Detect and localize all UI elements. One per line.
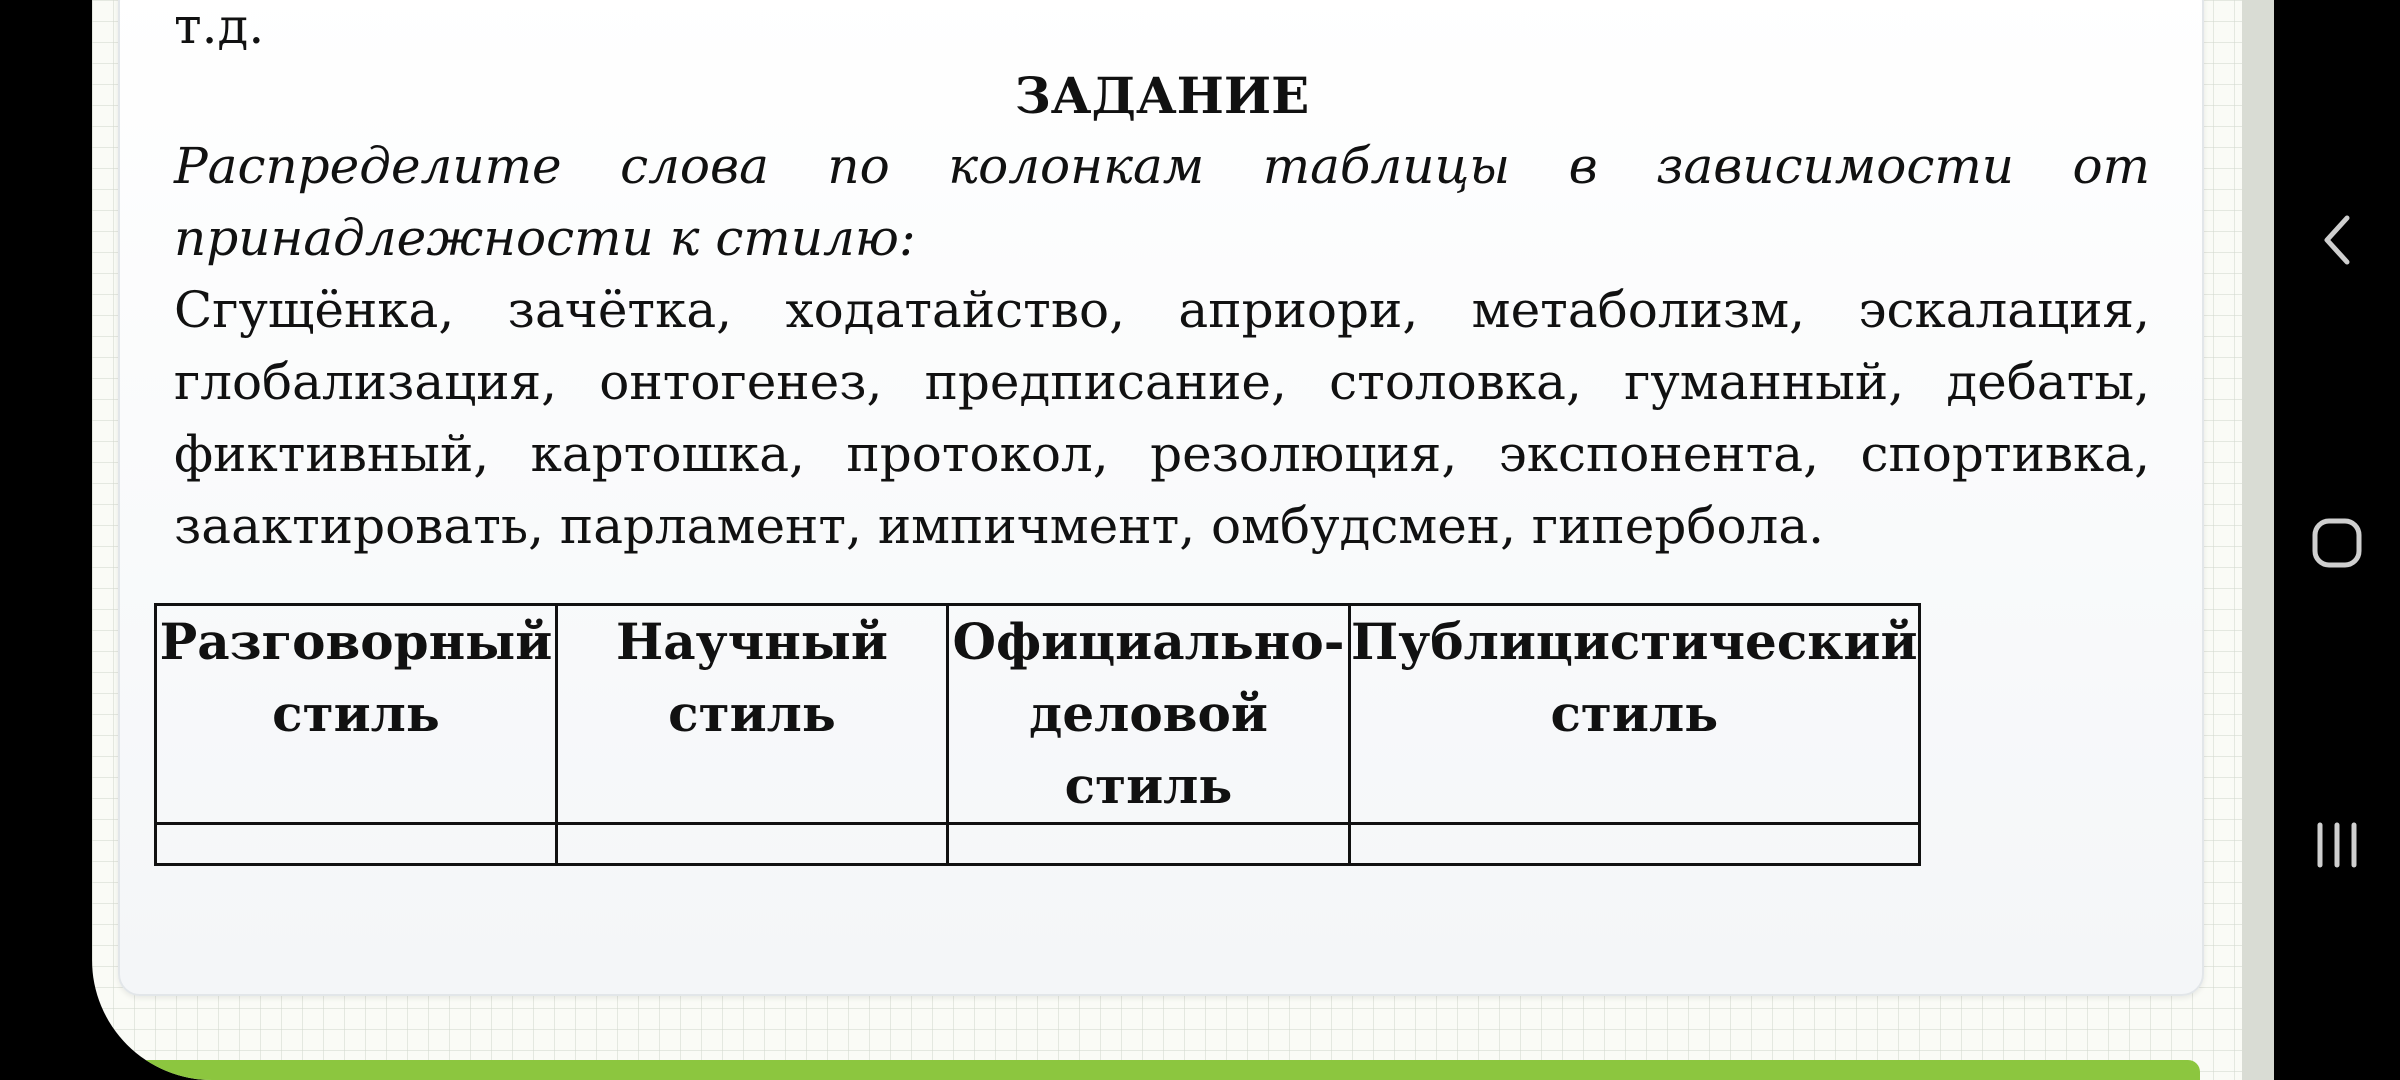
recent-apps-icon [2312, 817, 2362, 873]
next-card-accent-bar[interactable] [122, 1060, 2200, 1080]
home-button[interactable] [2274, 483, 2400, 603]
header-scientific-style [557, 605, 948, 824]
navigation-bar [2274, 0, 2400, 1080]
table-header-row [156, 605, 1920, 824]
home-icon [2309, 515, 2365, 571]
previous-text-fragment: т.д. [174, 0, 265, 55]
task-heading: ЗАДАНИЕ [1014, 66, 1310, 125]
header-line: Официально- [952, 612, 1345, 671]
header-line: стиль [1550, 684, 1719, 743]
header-publicistic-style [1350, 605, 1920, 824]
empty-cell-publicistic [1350, 824, 1920, 865]
scroll-edge [2242, 0, 2274, 1080]
recent-apps-button[interactable] [2274, 785, 2400, 905]
empty-cell-scientific [557, 824, 948, 865]
styles-table [154, 603, 1921, 866]
header-line: стиль [668, 684, 836, 743]
word-list: Сгущёнка, зачётка, ходатайство, априори, метаболизм, эскалация, глобализация, онтогенез, предписание, столовка, гуманный, дебаты, фиктивный, картошка, протокол, резолюция, экспонента, спортивка, заактировать, парламент, импичмент, омбудсмен, гипербола. [174, 281, 2150, 555]
chevron-left-icon [2317, 210, 2357, 270]
table-row [156, 824, 1920, 865]
back-button[interactable] [2274, 180, 2400, 300]
header-line: Научный [615, 612, 889, 671]
header-colloquial-style [156, 605, 557, 824]
header-line: Публицистический [1351, 612, 1918, 671]
header-line: деловой [1029, 684, 1268, 743]
empty-cell-colloquial [156, 824, 557, 865]
header-line: стиль [272, 684, 440, 743]
header-official-style [948, 605, 1350, 824]
header-line: стиль [1064, 756, 1233, 815]
header-line: Разговорный [159, 612, 553, 671]
empty-cell-official [948, 824, 1350, 865]
task-instruction: Распределите слова по колонкам таблицы в зависимости от принадлежности к стилю: [174, 137, 2150, 267]
